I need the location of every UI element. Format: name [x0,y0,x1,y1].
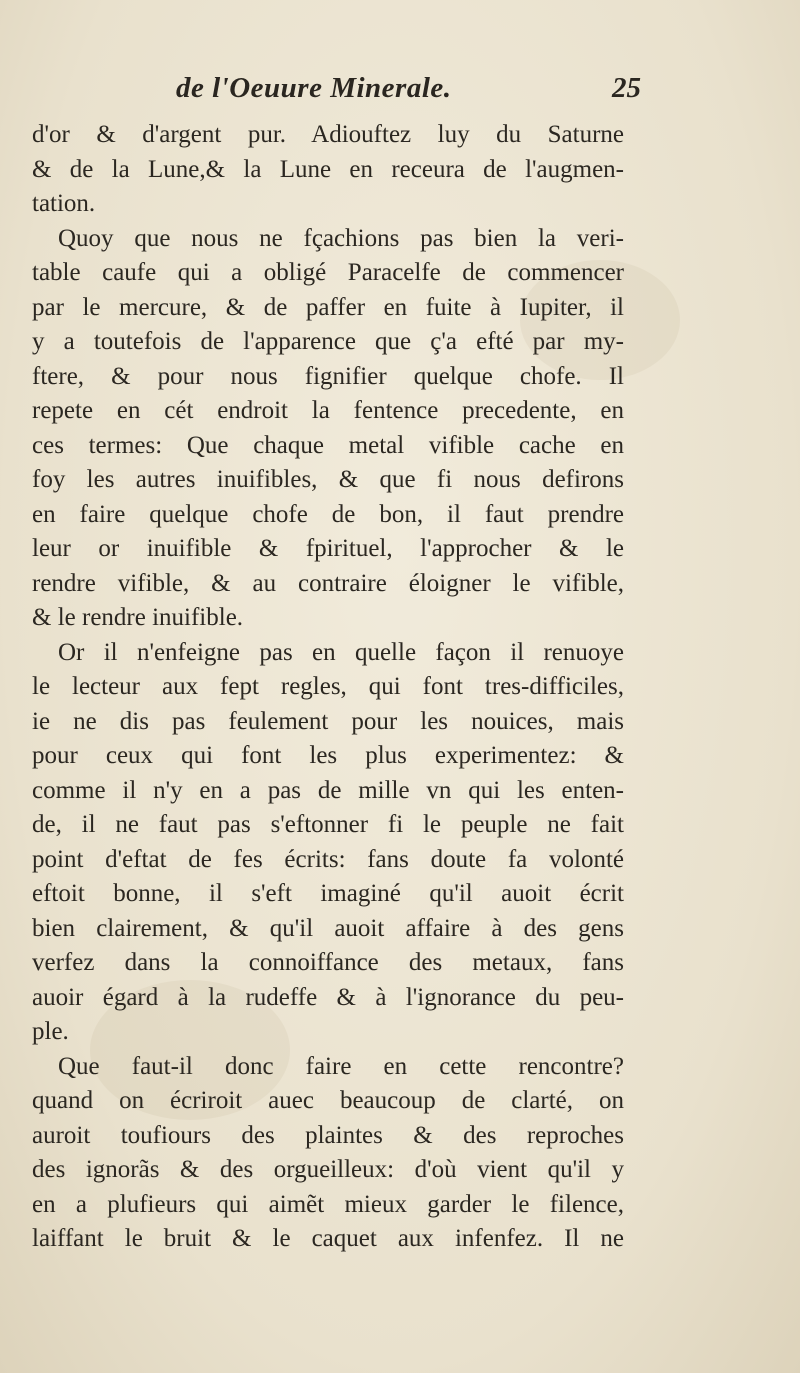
text-line: en faire quelque chofe de bon, il faut prendre [32,500,624,528]
text-line: ces termes: Que chaque metal vifible cache en [32,431,624,459]
page-number: 25 [612,72,641,104]
text-line: y a toutefois de l'apparence que ç'a efté par my- [32,328,624,355]
text-line: d'or & d'argent pur. Adiouftez luy du Saturne [32,121,624,148]
text-line: auoir égard à la rudeffe & à l'ignorance du peu- [32,983,624,1011]
text-line: table caufe qui a obligé Paracelfe de commencer [32,259,624,286]
text-line: foy les autres inuifibles, & que fi nous defirons [32,466,624,493]
page-header [0,72,800,112]
text-line: comme il n'y en a pas de mille vn qui les enten- [32,776,624,804]
text-line: ftere, & pour nous fignifier quelque chofe. Il [32,362,624,390]
text-line: par le mercure, & de paffer en fuite à Iupiter, il [32,293,624,321]
text-line: eftoit bonne, il s'eft imaginé qu'il auoit écrit [32,880,624,907]
text-line: de, il ne faut pas s'eftonner fi le peuple ne fait [32,811,624,838]
text-line: & le rendre inuifible. [32,604,244,631]
text-line: pour ceux qui font les plus experimentez: & [32,742,624,769]
text-line: auroit toufiours des plaintes & des reproches [32,1121,624,1149]
body-text [32,118,624,1257]
text-line: quand on écriroit auec beaucoup de clarté, on [32,1087,624,1114]
text-line: laiffant le bruit & le caquet aux infenfez. Il ne [32,1225,624,1252]
running-title: de l'Oeuure Minerale. [176,72,452,104]
text-line: verfez dans la connoiffance des metaux, fans [32,949,624,976]
text-line: bien clairement, & qu'il auoit affaire à des gens [32,914,624,942]
text-line: repete en cét endroit la fentence precedente, en [32,397,624,424]
text-line: des ignorãs & des orgueilleux: d'où vient qu'il y [32,1156,624,1183]
text-line: rendre vifible, & au contraire éloigner le vifible, [32,569,624,597]
text-line: point d'eftat de fes écrits: fans doute fa volonté [32,845,624,873]
text-line: Que faut-il donc faire en cette rencontre? [58,1052,624,1080]
text-line: Quoy que nous ne fçachions pas bien la veri- [58,224,624,252]
text-line: ie ne dis pas feulement pour les nouices, mais [32,707,624,735]
text-line: le lecteur aux fept regles, qui font tres-difficiles, [32,673,624,700]
text-line: & de la Lune,& la Lune en receura de l'augmen- [32,155,624,183]
text-line: Or il n'enfeigne pas en quelle façon il renuoye [58,638,624,666]
text-line: ple. [32,1018,69,1045]
text-line: leur or inuifible & fpirituel, l'approcher & le [32,535,624,562]
text-line: en a plufieurs qui aimẽt mieux garder le filence, [32,1190,624,1218]
text-line: tation. [32,190,96,217]
